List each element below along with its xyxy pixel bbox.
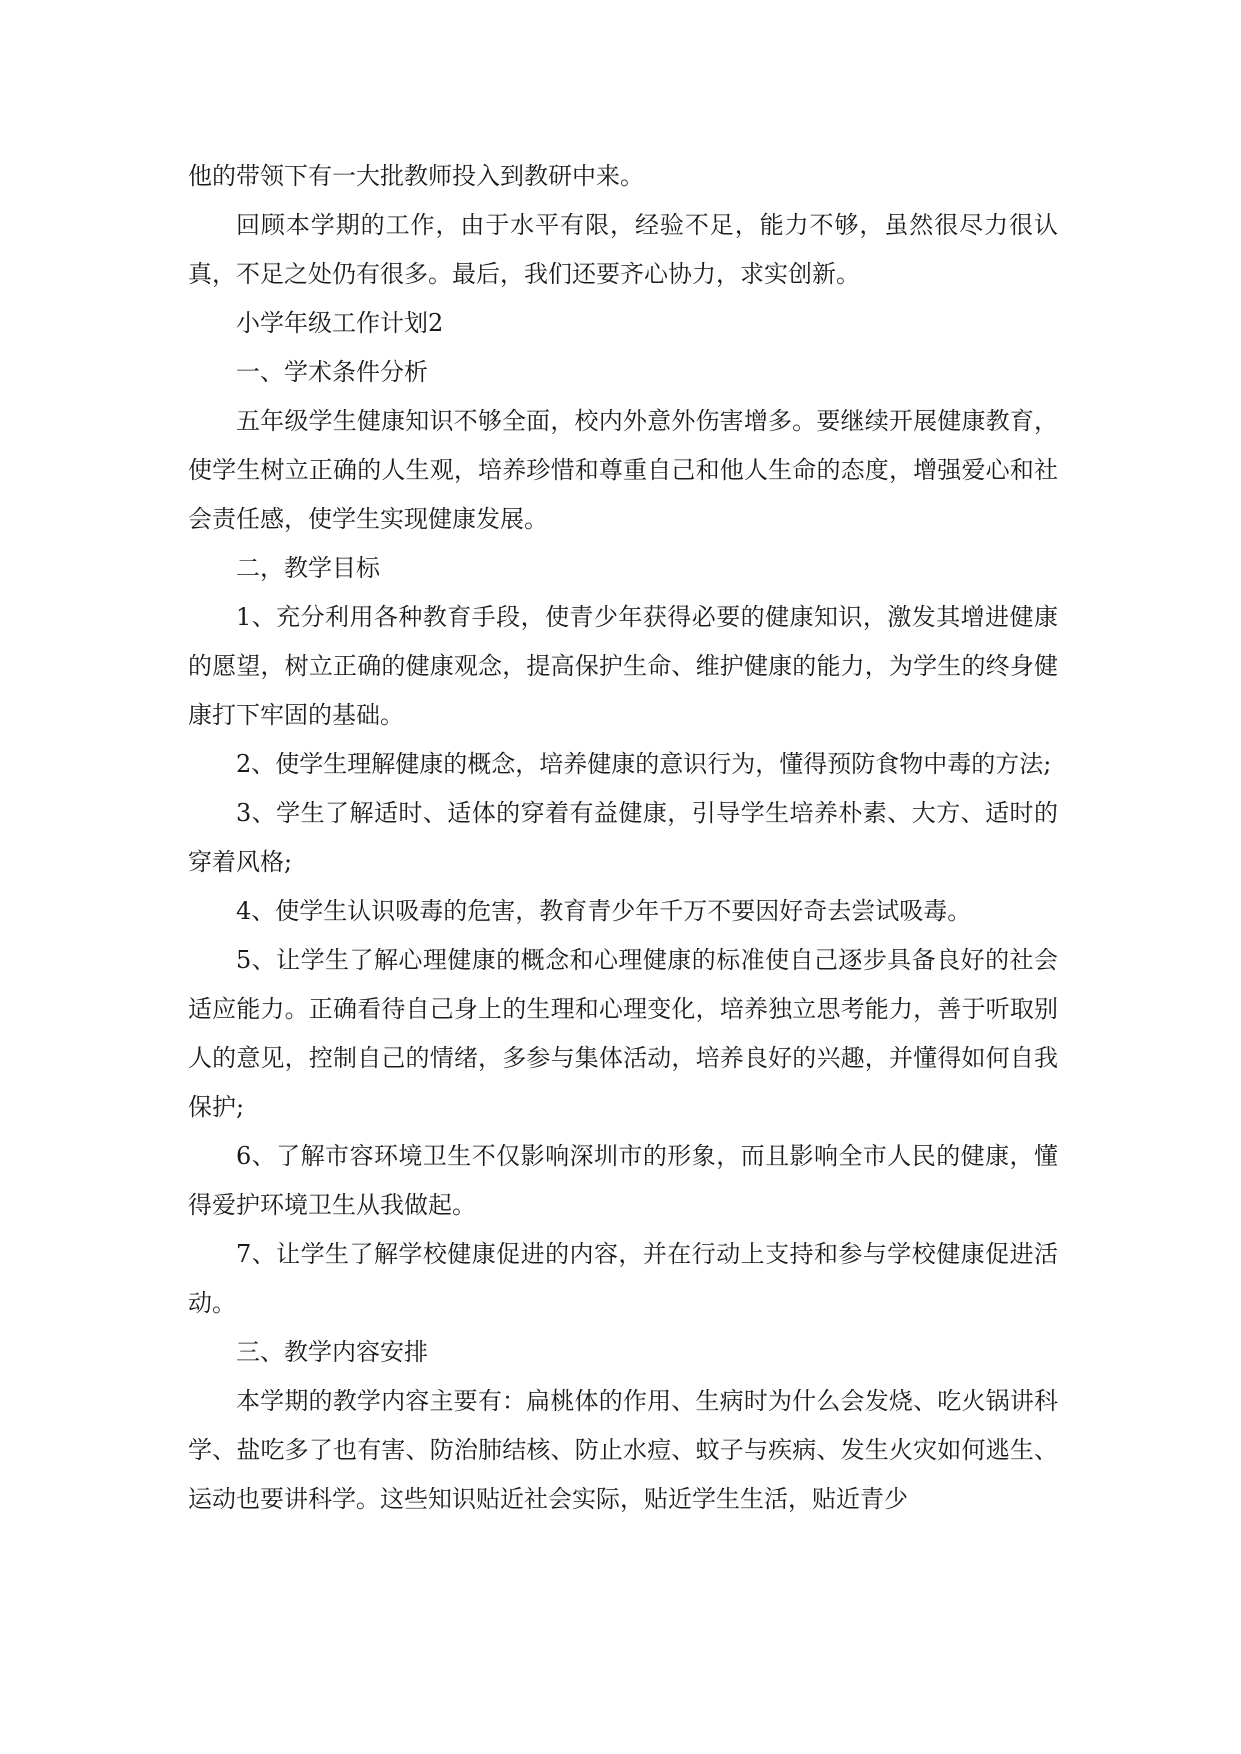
goal-item-7: 7、让学生了解学校健康促进的内容，并在行动上支持和参与学校健康促进活动。 [188, 1240, 1058, 1317]
paragraph-review: 回顾本学期的工作，由于水平有限，经验不足，能力不够，虽然很尽力很认真，不足之处仍有很多。最后，我们还要齐心协力，求实创新。 [188, 211, 1058, 288]
heading-analysis: 一、学术条件分析 [236, 358, 428, 386]
heading-goals: 二，教学目标 [236, 554, 380, 582]
paragraph-continuation: 他的带领下有一大批教师投入到教研中来。 [188, 162, 644, 190]
goal-item-4: 4、使学生认识吸毒的危害，教育青少年千万不要因好奇去尝试吸毒。 [236, 897, 972, 925]
goal-item-6: 6、了解市容环境卫生不仅影响深圳市的形象，而且影响全市人民的健康，懂得爱护环境卫生从我做起。 [188, 1142, 1058, 1219]
goal-item-5: 5、让学生了解心理健康的概念和心理健康的标准使自己逐步具备良好的社会适应能力。正确看待自己身上的生理和心理变化，培养独立思考能力，善于听取别人的意见，控制自己的情绪，多参与集体活动，培养良好的兴趣，并懂得如何自我保护; [188, 946, 1058, 1121]
section-title: 小学年级工作计划2 [236, 309, 444, 337]
paragraph-content: 本学期的教学内容主要有：扁桃体的作用、生病时为什么会发烧、吃火锅讲科学、盐吃多了也有害、防治肺结核、防止水痘、蚊子与疾病、发生火灾如何逃生、运动也要讲科学。这些知识贴近社会实际，贴近学生生活，贴近青少 [188, 1387, 1058, 1513]
document-body [188, 152, 1058, 1524]
goal-item-1: 1、充分利用各种教育手段，使青少年获得必要的健康知识，激发其增进健康的愿望，树立正确的健康观念，提高保护生命、维护健康的能力，为学生的终身健康打下牢固的基础。 [188, 603, 1058, 729]
heading-content: 三、教学内容安排 [236, 1338, 428, 1366]
paragraph-analysis: 五年级学生健康知识不够全面，校内外意外伤害增多。要继续开展健康教育，使学生树立正确的人生观，培养珍惜和尊重自己和他人生命的态度，增强爱心和社会责任感，使学生实现健康发展。 [188, 407, 1058, 533]
goal-item-2: 2、使学生理解健康的概念，培养健康的意识行为，懂得预防食物中毒的方法; [236, 750, 1052, 778]
goal-item-3: 3、学生了解适时、适体的穿着有益健康，引导学生培养朴素、大方、适时的穿着风格; [188, 799, 1058, 876]
